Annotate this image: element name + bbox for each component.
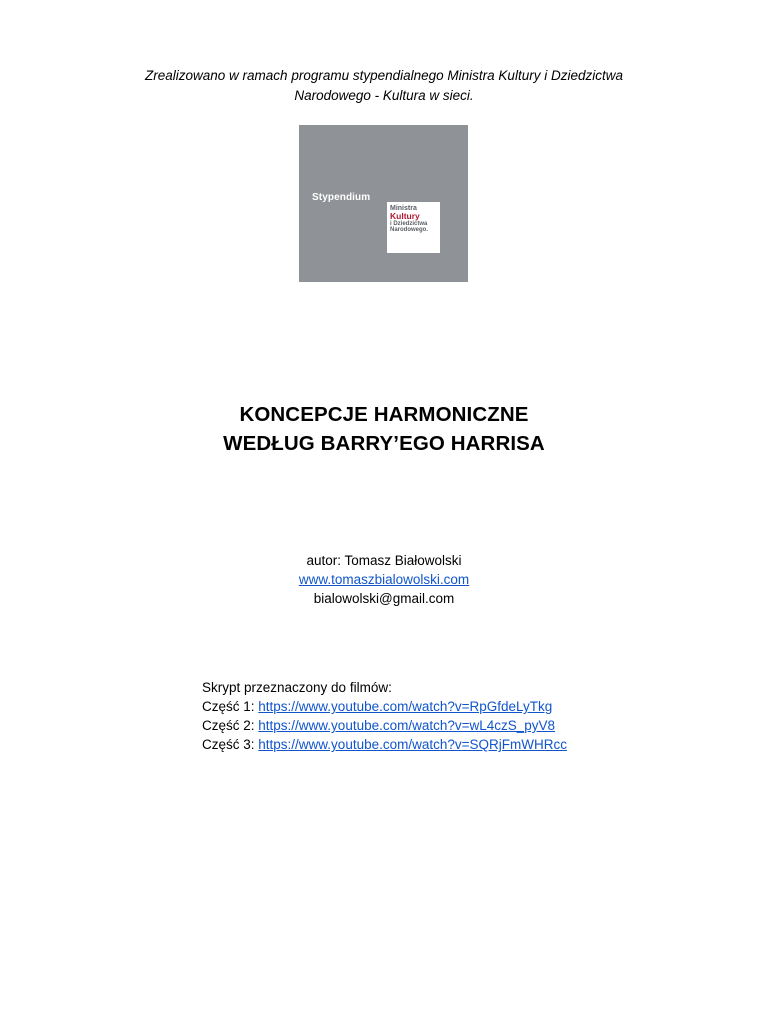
video-list xyxy=(202,678,567,754)
title-line-2: WEDŁUG BARRY’EGO HARRISA xyxy=(223,432,545,455)
video-part-2-link[interactable]: https://www.youtube.com/watch?v=wL4czS_pyV8 xyxy=(258,718,556,733)
ministry-logo-card xyxy=(387,202,440,253)
intro-note xyxy=(0,66,768,105)
logo-narodowego-text: Narodowego. xyxy=(390,227,429,233)
author-website-link[interactable]: www.tomaszbialowolski.com xyxy=(298,572,470,587)
logo-ministra-text: Ministra xyxy=(390,205,417,212)
video-part-3-link[interactable]: https://www.youtube.com/watch?v=SQRjFmWHRcc xyxy=(258,737,567,752)
document-title xyxy=(0,400,768,458)
video-part-2 xyxy=(202,716,567,735)
video-part-1-label: Część 1: xyxy=(202,699,259,714)
video-part-1-link[interactable]: https://www.youtube.com/watch?v=RpGfdeLyTkg xyxy=(258,699,553,714)
scholarship-logo xyxy=(299,125,468,282)
video-part-3-label: Część 3: xyxy=(202,737,259,752)
title-line-1: KONCEPCJE HARMONICZNE xyxy=(239,403,529,426)
video-list-heading: Skrypt przeznaczony do filmów: xyxy=(202,680,392,695)
video-part-3 xyxy=(202,735,567,754)
logo-stypendium-text: Stypendium xyxy=(312,192,371,203)
logo-kultury-text: Kultury xyxy=(390,211,420,221)
intro-line-1: Zrealizowano w ramach programu stypendialnego Ministra Kultury i Dziedzictwa xyxy=(145,68,623,83)
author-email: bialowolski@gmail.com xyxy=(313,591,455,606)
intro-line-2: Narodowego - Kultura w sieci. xyxy=(294,87,474,103)
logo-dziedzictwa-text: i Dziedzictwa xyxy=(390,221,428,227)
author-name: autor: Tomasz Białowolski xyxy=(306,553,462,568)
video-part-2-label: Część 2: xyxy=(202,718,259,733)
video-part-1 xyxy=(202,697,567,716)
author-block xyxy=(0,551,768,608)
